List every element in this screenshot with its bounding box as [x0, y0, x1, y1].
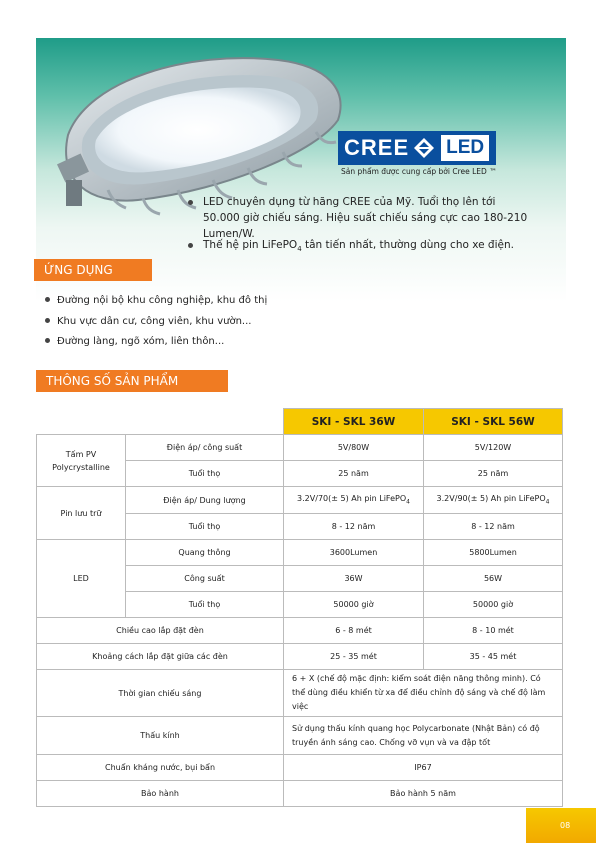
cell-merged: Sử dụng thấu kính quang học Polycarbonate (Nhật Bản) có độ truyền ánh sáng cao. Chống vỡ vụn và va đập tốt: [284, 717, 563, 755]
spec-header-row: [37, 409, 563, 435]
led-brand-text: LED: [441, 135, 489, 161]
row-label: Tuổi thọ: [126, 592, 284, 618]
bullet-icon: [188, 200, 193, 205]
battery-36w-subscript: 4: [406, 498, 410, 506]
application-item: [45, 295, 267, 306]
cell-36w: 25 năm: [284, 461, 424, 487]
led-group: LED: [37, 540, 126, 618]
cree-brand-text: CREE: [344, 135, 410, 160]
bullet-icon: [45, 297, 50, 302]
solar-panel-group: Tấm PV Polycrystalline: [37, 435, 126, 487]
spec-table: [36, 408, 563, 807]
row-label: Tuổi thọ: [126, 461, 284, 487]
row-label: Thấu kính: [37, 717, 284, 755]
cell-56w: 8 - 10 mét: [424, 618, 563, 644]
battery-56w-text: 3.2V/90(± 5) Ah pin LiFePO: [436, 494, 546, 504]
cell-36w: 25 - 35 mét: [284, 644, 424, 670]
feature-battery-text-b: tân tiến nhất, thường dùng cho xe điện.: [301, 239, 514, 251]
cell-36w: [284, 487, 424, 514]
row-label: Bảo hành: [37, 781, 284, 807]
cell-36w: 3600Lumen: [284, 540, 424, 566]
cell-36w: 50000 giờ: [284, 592, 424, 618]
cell-56w: 56W: [424, 566, 563, 592]
application-item: [45, 336, 224, 347]
cell-56w: 35 - 45 mét: [424, 644, 563, 670]
cell-56w: 5V/120W: [424, 435, 563, 461]
bullet-icon: [45, 318, 50, 323]
row-label: Quang thông: [126, 540, 284, 566]
table-row: [37, 618, 563, 644]
table-row: [37, 755, 563, 781]
supplied-by-caption: Sản phẩm được cung cấp bởi Cree LED ™: [341, 167, 497, 176]
specs-title: THÔNG SỐ SẢN PHẨM: [36, 370, 228, 392]
cell-56w: 5800Lumen: [424, 540, 563, 566]
cree-diamond-icon: [413, 137, 435, 159]
cell-36w: 6 - 8 mét: [284, 618, 424, 644]
feature-battery-subscript: 4: [297, 245, 302, 254]
applications-title: ỨNG DỤNG: [34, 259, 152, 281]
table-row: [37, 670, 563, 717]
cree-led-logo: [338, 131, 496, 165]
table-row: [37, 644, 563, 670]
table-row: [37, 540, 563, 566]
cell-merged: Bảo hành 5 năm: [284, 781, 563, 807]
feature-led: [203, 194, 533, 242]
model-36w-header: SKI - SKL 36W: [284, 409, 424, 435]
feature-battery: [203, 237, 543, 257]
cell-56w: 50000 giờ: [424, 592, 563, 618]
table-row: [37, 435, 563, 461]
table-row: [37, 781, 563, 807]
page-number: 08: [526, 808, 596, 843]
model-56w-header: SKI - SKL 56W: [424, 409, 563, 435]
cell-36w: 5V/80W: [284, 435, 424, 461]
bullet-icon: [45, 338, 50, 343]
cell-56w: 25 năm: [424, 461, 563, 487]
row-label: Điện áp/ Dung lượng: [126, 487, 284, 514]
row-label: Khoảng cách lắp đặt giữa các đèn: [37, 644, 284, 670]
application-item: [45, 316, 251, 327]
spec-header-blank: [37, 409, 284, 435]
row-label: Chuẩn kháng nước, bụi bẩn: [37, 755, 284, 781]
row-label: Chiều cao lắp đặt đèn: [37, 618, 284, 644]
application-item-text: Khu vực dân cư, công viên, khu vườn...: [57, 316, 252, 327]
row-label: Thời gian chiếu sáng: [37, 670, 284, 717]
row-label: Điện áp/ công suất: [126, 435, 284, 461]
cell-merged: IP67: [284, 755, 563, 781]
table-row: [37, 717, 563, 755]
feature-battery-text-a: Thế hệ pin LiFePO: [203, 239, 298, 251]
cell-56w: 8 - 12 năm: [424, 514, 563, 540]
row-label: Công suất: [126, 566, 284, 592]
battery-56w-subscript: 4: [545, 498, 550, 506]
application-item-text: Đường làng, ngõ xóm, liên thôn...: [57, 336, 225, 347]
hero-banner: [36, 38, 566, 302]
battery-36w-text: 3.2V/70(± 5) Ah pin LiFePO: [297, 494, 407, 504]
cell-36w: 36W: [284, 566, 424, 592]
feature-led-text: LED chuyên dụng từ hãng CREE của Mỹ. Tuổi thọ lên tới 50.000 giờ chiếu sáng. Hiệu suất chiếu sáng cực cao 180-210 Lumen/W.: [203, 196, 528, 240]
battery-group: Pin lưu trữ: [37, 487, 126, 540]
cell-merged: 6 + X (chế độ mặc định: kiểm soát điện năng thông minh). Có thể dùng điều khiển từ xa để điều chỉnh độ sáng và chế độ làm việc: [284, 670, 563, 717]
cell-36w: 8 - 12 năm: [284, 514, 424, 540]
application-item-text: Đường nội bộ khu công nghiệp, khu đô thị: [57, 295, 268, 306]
bullet-icon: [188, 243, 193, 248]
table-row: [37, 487, 563, 514]
cell-56w: [424, 487, 563, 514]
row-label: Tuổi thọ: [126, 514, 284, 540]
